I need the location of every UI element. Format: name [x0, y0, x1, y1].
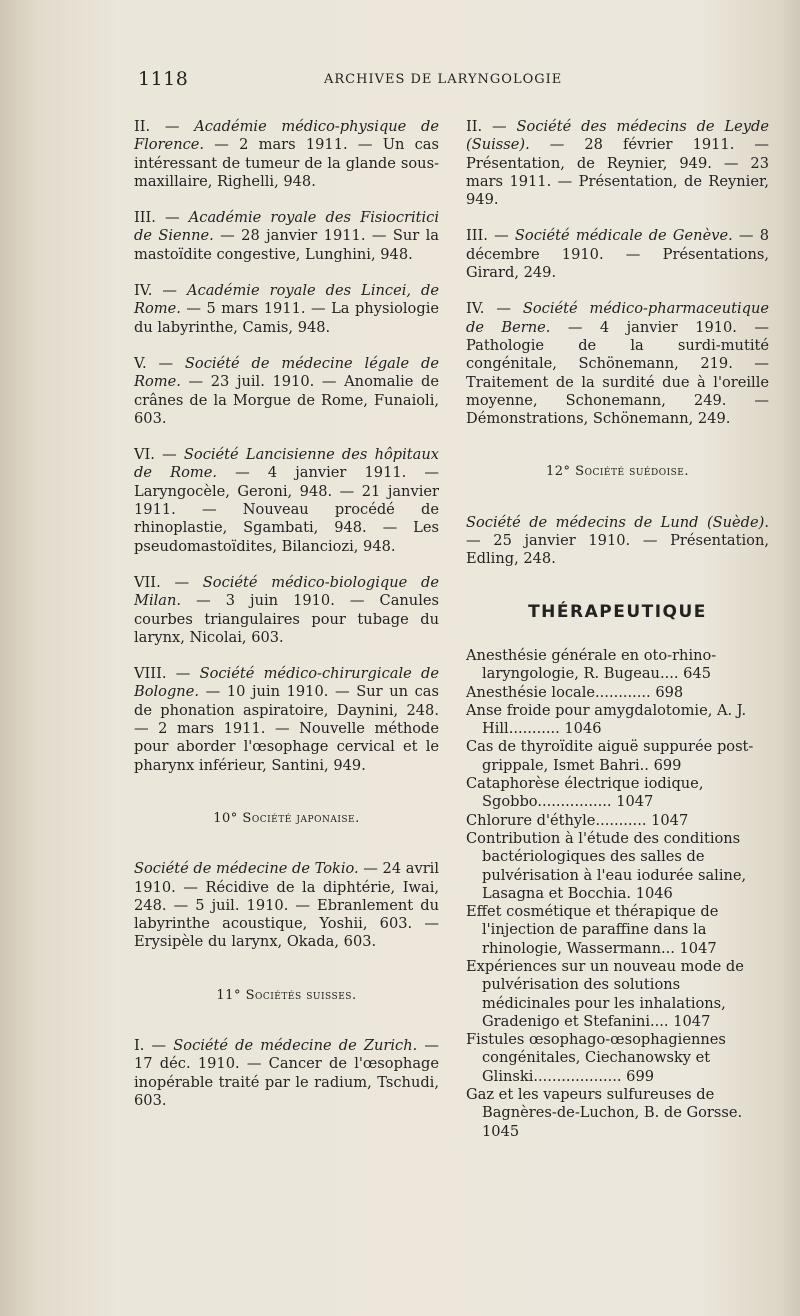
list-item: IV. — Académie royale des Lincei, de Rome. — 5 mars 1911. — La physiologie du labyrinthe, Camis, 948.	[134, 282, 440, 336]
list-item: VIII. — Société médico-chirurgicale de Bologne. — 10 juin 1910. — Sur un cas de phonation aspiratoire, Daynini, 248. — 2 mars 1911. — Nouvelle méthode pour aborder l'œsophage cervical et le pharynx inférieur, Santini, 949.	[134, 665, 439, 774]
list-item: V. — Société de médecine légale de Rome. — 23 juil. 1910. — Anomalie de crânes de la Morgue de Rome, Funaioli, 603.	[134, 354, 440, 427]
index-entry: Anse froide pour amygdalotomie, A. J. Hill........... 1046	[466, 701, 747, 738]
list-item: VI. — Société Lancisienne des hôpitaux de Rome. — 4 janvier 1911. — Laryngocèle, Geroni, 948. — 21 janvier 1911. — Nouveau procédé de rhinoplastie, Sgambati, 948. — Les pseudomastoïdites, Bilanciozi, 948.	[134, 446, 439, 555]
index-entry: Effet cosmétique et thérapique de l'injection de paraffine dans la rhinologie, Wassermann... 1047	[466, 903, 719, 957]
index-entry: Contribution à l'étude des conditions bactériologiques des salles de pulvérisation à l'eau iodurée saline, Lasagna et Bocchia. 1046	[466, 829, 747, 902]
left-column	[134, 118, 439, 1128]
list-item: II. — Société des médecins de Leyde (Suisse). — 28 février 1911. — Présentation, de Reynier, 949. — 23 mars 1911. — Présentation, de Reynier, 949.	[466, 118, 769, 209]
list-item: VII. — Société médico-biologique de Milan. — 3 juin 1910. — Canules courbes triangulaires pour tubage du larynx, Nicolai, 603.	[134, 573, 439, 646]
index-entry: Gaz et les vapeurs sulfureuses de Bagnères-de-Luchon, B. de Gorsse. 1045	[466, 1086, 743, 1140]
page-number: 1118	[138, 68, 189, 90]
list-item: I. — Société de médecine de Zurich. — 17 déc. 1910. — Cancer de l'œsophage inopérable traité par le radium, Tschudi, 603.	[134, 1036, 440, 1109]
list-item: III. — Société médicale de Genève. — 8 décembre 1910. — Présentations, Girard, 249.	[466, 227, 769, 282]
list-item: Société de médecins de Lund (Suède). — 25 janvier 1910. — Présentation, Edling, 248.	[466, 513, 769, 568]
list-item: Société de médecine de Tokio. — 24 avril 1910. — Récidive de la diphtérie, Iwai, 248. — 5 juil. 1910. — Ebranlement du labyrinthe acoustique, Yoshii, 603. — Erysipèle du larynx, Okada, 603.	[134, 860, 440, 951]
index-entry: Chlorure d'éthyle........... 1047	[466, 811, 689, 829]
list-item: III. — Académie royale des Fisiocritici de Sienne. — 28 janvier 1911. — Sur la mastoïdite congestive, Lunghini, 948.	[134, 209, 440, 263]
section-heading-sweden: 12° Société suédoise.	[545, 464, 689, 480]
index-entry: Expériences sur un nouveau mode de pulvérisation des solutions médicinales pour les inhalations, Gradenigo et Stefanini.... 1047	[466, 957, 744, 1030]
index-entry: Cataphorèse électrique iodique, Sgobbo................ 1047	[466, 775, 704, 811]
list-item: II. — Académie médico-physique de Florence. — 2 mars 1911. — Un cas intéressant de tumeur de la glande sous-maxillaire, Righelli, 948.	[134, 118, 440, 190]
section-heading-japan: 10° Société japonaise.	[213, 810, 360, 826]
section-heading-swiss: 11° Sociétés suisses.	[216, 987, 357, 1003]
list-item: IV. — Société médico-pharmaceutique de Berne. — 4 janvier 1910. — Pathologie de la surdi-mutité congénitale, Schönemann, 219. — Traitement de la surdité due à l'oreille moyenne, Schonemann, 249. — Démonstrations, Schönemann, 249.	[466, 300, 770, 428]
running-title: ARCHIVES DE LARYNGOLOGIE	[324, 72, 563, 87]
right-column	[466, 118, 769, 1141]
section-title-therapeutique: THÉRAPEUTIQUE	[528, 601, 707, 622]
index-entry: Anesthésie générale en oto-rhino-laryngologie, R. Bugeau.... 645	[466, 646, 717, 683]
index-entry: Anesthésie locale............ 698	[466, 683, 684, 701]
index-entry: Fistules œsophago-œsophagiennes congénitales, Ciechanowsky et Glinski................... 699	[466, 1031, 726, 1085]
index-entry: Cas de thyroïdite aiguë suppurée post-grippale, Ismet Bahri.. 699	[466, 738, 754, 774]
